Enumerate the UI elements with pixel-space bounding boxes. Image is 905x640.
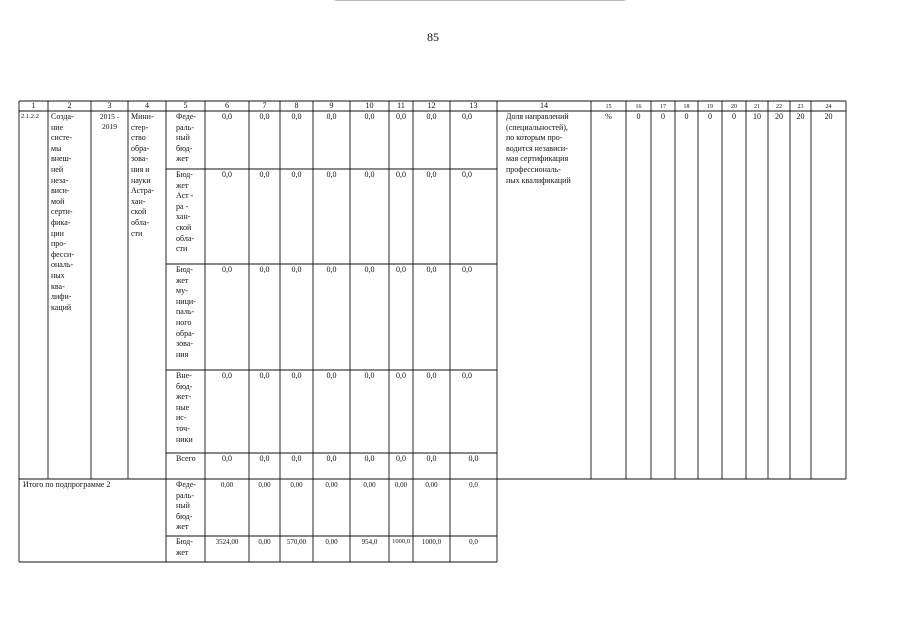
value-cell: 0,0 [259, 265, 270, 274]
indicator-value: 20 [796, 112, 805, 121]
total-value-cell: 0,00 [325, 538, 338, 546]
value-cell: 0,0 [222, 112, 232, 121]
value-cell: 0,0 [222, 454, 232, 463]
value-cell: 0,0 [222, 170, 232, 179]
col-header-21: 21 [754, 104, 760, 110]
total-value-cell: 570,00 [286, 538, 307, 546]
total-value-cell: 0,00 [290, 481, 303, 489]
indicator-value: 0 [732, 112, 736, 121]
source-total-label: Всего [176, 454, 196, 463]
source-extrabudget-label: Вне- бюд- жет- ные ис- точ- ники [176, 371, 193, 444]
value-cell: 0,0 [426, 170, 437, 179]
value-cell: 0,0 [364, 265, 375, 274]
col-header-9: 9 [329, 101, 334, 110]
col-header-15: 15 [605, 104, 612, 110]
value-cell: 0,0 [426, 454, 437, 463]
col-header-2: 2 [67, 101, 72, 110]
col-header-7: 7 [262, 101, 267, 110]
indicator-unit: % [605, 112, 612, 121]
row-code: 2.1.2.2 [21, 113, 39, 120]
col-header-3: 3 [107, 101, 112, 110]
value-cell: 0,0 [364, 371, 375, 380]
row-name: Созда- ние систе- мы внеш- ней неза- виси- мой серти- фика- ции про- фесси- ональ- ных ква- лифи- каций [51, 112, 74, 312]
value-cell: 0,0 [291, 265, 302, 274]
col-header-20: 20 [731, 104, 737, 110]
row-years: 2015 - 2019 [99, 112, 120, 131]
total-value-cell: 0,00 [325, 481, 338, 489]
col-header-23: 23 [797, 104, 804, 110]
col-header-14: 14 [540, 101, 548, 110]
col-header-8: 8 [294, 101, 299, 110]
value-cell: 0,0 [426, 371, 437, 380]
total-budget-label: Бюд- жет [176, 537, 193, 557]
total-value-cell: 1000,0 [421, 538, 442, 546]
value-cell: 0,0 [396, 454, 406, 463]
col-header-5: 5 [183, 101, 188, 110]
total-value-cell: 0,0 [469, 481, 478, 489]
col-header-6: 6 [225, 101, 229, 110]
value-cell: 0,0 [396, 170, 406, 179]
col-header-18: 18 [683, 104, 690, 110]
total-value-cell: 0,00 [258, 538, 271, 546]
indicator-value: 0 [636, 112, 641, 121]
indicator-value: 0 [684, 112, 689, 121]
value-cell: 0,0 [396, 371, 406, 380]
value-cell: 0,0 [364, 170, 375, 179]
total-value-cell: 954,0 [361, 538, 378, 546]
value-cell: 0,0 [326, 454, 337, 463]
col-header-12: 12 [427, 101, 436, 110]
value-cell: 0,0 [291, 112, 302, 121]
value-cell: 0,0 [259, 170, 270, 179]
total-value-cell: 3524,00 [215, 538, 239, 546]
indicator-value: 0 [708, 112, 712, 121]
value-cell: 0,0 [259, 371, 270, 380]
total-value-cell: 1000,0 [392, 538, 410, 545]
value-cell: 0,0 [326, 170, 337, 179]
value-cell: 0,0 [468, 454, 479, 463]
value-cell: 0,0 [396, 112, 406, 121]
col-header-24: 24 [825, 104, 832, 110]
value-cell: 0,0 [426, 265, 437, 274]
total-federal-label: Феде- раль- ный бюд- жет [176, 480, 197, 532]
value-cell: 0,0 [222, 265, 232, 274]
value-cell: 0,0 [364, 454, 375, 463]
col-header-11: 11 [397, 101, 405, 110]
value-cell: 0,0 [396, 265, 406, 274]
col-header-13: 13 [469, 101, 478, 110]
indicator-value: 10 [753, 112, 761, 121]
indicator-value: 0 [661, 112, 665, 121]
col-header-17: 17 [660, 104, 666, 110]
value-cell: 0,0 [291, 454, 302, 463]
value-cell: 0,0 [326, 265, 337, 274]
value-cell: 0,0 [259, 112, 270, 121]
col-header-22: 22 [776, 104, 782, 110]
col-header-1: 1 [31, 101, 36, 110]
value-cell: 0,0 [364, 112, 375, 121]
source-municipal-label: Бюд- жет му- ници- паль- ного обра- зова- ния [176, 265, 196, 359]
value-cell: 0,0 [326, 371, 337, 380]
value-cell: 0,0 [426, 112, 437, 121]
value-cell: 0,0 [259, 454, 270, 463]
col-header-16: 16 [635, 104, 642, 110]
col-header-10: 10 [365, 101, 374, 110]
value-cell: 0,0 [462, 112, 472, 121]
value-cell: 0,0 [462, 265, 472, 274]
total-value-cell: 0,00 [220, 481, 234, 489]
value-cell: 0,0 [462, 371, 472, 380]
col-header-4: 4 [145, 101, 149, 110]
indicator-value: 20 [824, 112, 833, 121]
indicator-value: 20 [775, 112, 783, 121]
total-value-cell: 0,00 [363, 481, 376, 489]
indicator-description: Доля направлений (специальностей), по которым про- водится независи- мая сертификация профессиональ- ных квалификаций [506, 112, 571, 185]
total-subprogram-label: Итого по подпрограмме 2 [23, 480, 111, 489]
value-cell: 0,0 [326, 112, 337, 121]
source-federal-label: Феде- раль- ный бюд- жет [176, 112, 197, 164]
total-value-cell: 0,0 [469, 538, 478, 546]
total-value-cell: 0,00 [425, 481, 438, 489]
row-executor: Мини- стер- ство обра- зова- ния и науки Астра- хан- ской обла- сти [131, 112, 154, 238]
col-header-19: 19 [707, 104, 713, 110]
value-cell: 0,0 [222, 371, 232, 380]
source-regional-label: Бюд- жет Аст - ра - хан- ской обла- сти [176, 170, 195, 254]
total-value-cell: 0,00 [394, 481, 408, 489]
value-cell: 0,0 [291, 371, 302, 380]
page-number: 85 [427, 30, 439, 44]
total-value-cell: 0,00 [258, 481, 271, 489]
value-cell: 0,0 [462, 170, 472, 179]
value-cell: 0,0 [291, 170, 302, 179]
